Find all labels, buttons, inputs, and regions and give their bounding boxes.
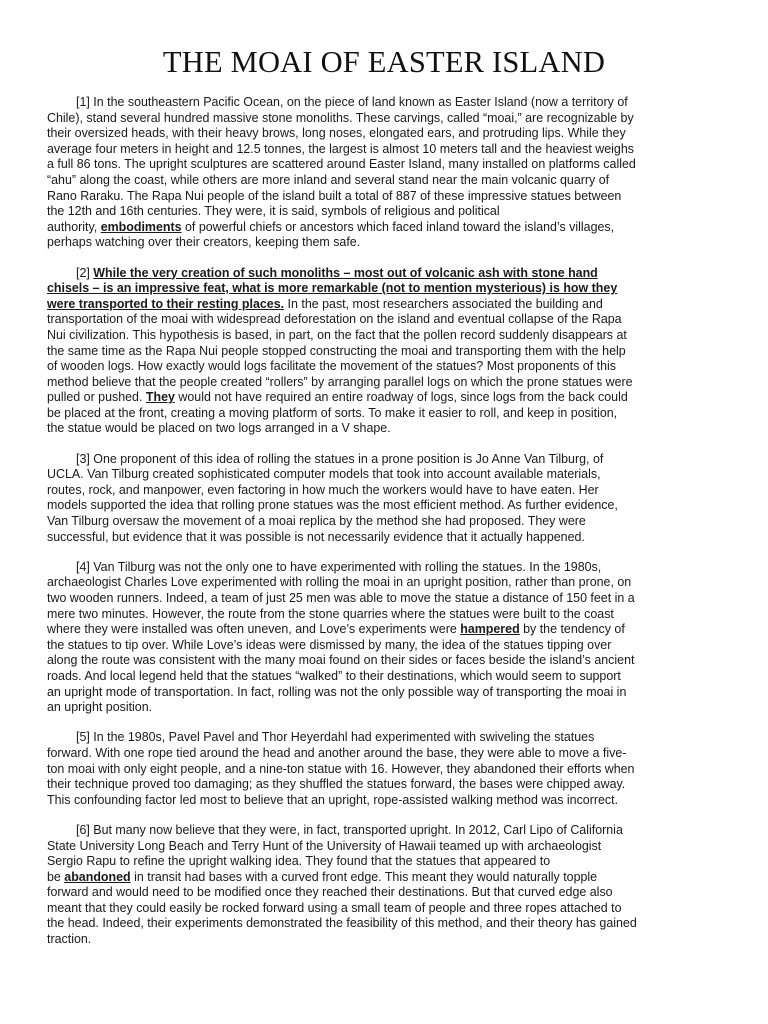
text-segment: [4] Van Tilburg was not the only one to have experimented with rolling the statues. In the 1980s,: [76, 559, 602, 574]
text-line: [47, 359, 732, 375]
text-segment: in transit had bases with a curved front edge. This meant they would naturally topple: [130, 869, 598, 884]
emphasized-phrase: embodiments: [100, 219, 182, 234]
paragraph-2: [47, 266, 732, 438]
text-segment: where they were installed was often uneven, and Love’s experiments were: [47, 622, 461, 637]
text-segment: archaeologist Charles Love experimented with rolling the moai in an upright position, rather than prone, on: [47, 575, 632, 590]
text-line: [47, 157, 732, 173]
text-line: [47, 312, 732, 328]
text-segment: a full 86 tons. The upright sculptures are scattered around Easter Island, many installed on platforms called: [47, 157, 636, 172]
text-line: [47, 854, 732, 870]
emphasized-phrase: hampered: [460, 622, 520, 637]
text-segment: In the past, most researchers associated the building and: [284, 296, 603, 311]
text-segment: of wooden logs. How exactly would logs facilitate the movement of the statues? Most proponents of this: [47, 359, 616, 374]
text-line: [47, 591, 732, 607]
text-segment: method believe that the people created “rollers” by arranging parallel logs on which the prone statues were: [47, 374, 633, 389]
text-segment: forward. With one rope tied around the head and another around the base, they were able to move a five-: [47, 745, 627, 760]
text-line: [47, 406, 732, 422]
text-segment: perhaps watching over their creators, keeping them safe.: [47, 235, 361, 250]
text-segment: of powerful chiefs or ancestors which faced inland toward the island’s villages,: [181, 219, 615, 234]
text-segment: their oversized heads, with their heavy brows, long noses, elongated ears, and protruding lips. While they: [47, 126, 626, 141]
emphasized-phrase: were transported to their resting places.: [47, 296, 285, 311]
text-line: [47, 514, 732, 530]
text-segment: [5] In the 1980s, Pavel Pavel and Thor Heyerdahl had experimented with swiveling the statues: [76, 730, 595, 745]
text-line: [47, 607, 732, 623]
text-line: [47, 575, 732, 591]
text-segment: UCLA. Van Tilburg created sophisticated computer models that took into account available materials,: [47, 467, 601, 482]
paragraph-6: [47, 823, 732, 948]
text-segment: ton moai with only eight people, and a nine-ton statue with 16. However, they abandoned their efforts when: [47, 761, 635, 776]
document-body: [47, 95, 732, 962]
text-line: [47, 142, 732, 158]
text-line: [47, 916, 732, 932]
text-line: [47, 328, 732, 344]
text-line: [47, 901, 732, 917]
text-line: [47, 483, 732, 499]
text-line: [47, 560, 732, 576]
text-segment: their technique proved too damaging; as they shuffled the statues forward, the bases were chipped away.: [47, 777, 626, 792]
text-line: [47, 530, 732, 546]
text-segment: routes, rock, and manpower, even factoring in how much the workers would have to have eaten. Her: [47, 482, 599, 497]
text-segment: Rano Raraku. The Rapa Nui people of the island built a total of 887 of these impressive statues between: [47, 188, 622, 203]
text-segment: “ahu” along the coast, while others are more inland and several stand near the main volcanic quarry of: [47, 172, 610, 187]
text-line: [47, 669, 732, 685]
text-line: [47, 498, 732, 514]
text-segment: the head. Indeed, their experiments demonstrated the feasibility of this method, and their theory has gained: [47, 916, 637, 931]
text-line: [47, 344, 732, 360]
text-line: [47, 111, 732, 127]
text-line: [47, 793, 732, 809]
text-line: [47, 685, 732, 701]
text-line: [47, 762, 732, 778]
text-segment: State University Long Beach and Terry Hunt of the University of Hawaii teamed up with archaeologist: [47, 838, 602, 853]
text-segment: successful, but evidence that it was possible is not necessarily evidence that it actually happened.: [47, 529, 585, 544]
page-title: THE MOAI OF EASTER ISLAND: [162, 45, 606, 79]
paragraph-1: [47, 95, 732, 251]
text-segment: models supported the idea that rolling prone statues was the most efficient method. As further evidence,: [47, 498, 618, 513]
text-segment: authority,: [47, 219, 101, 234]
text-line: [47, 390, 732, 406]
text-line: [47, 173, 732, 189]
text-segment: Sergio Rapu to refine the upright walking idea. They found that the statues that appeared to: [47, 854, 551, 869]
text-segment: be: [47, 869, 65, 884]
text-segment: average four meters in height and 12.5 tonnes, the largest is almost 10 meters tall and the heaviest weighs: [47, 141, 634, 156]
text-segment: be placed at the front, creating a moving platform of sorts. To make it easier to roll, and keep in position,: [47, 405, 618, 420]
text-segment: the statue would be placed on two logs arranged in a V shape.: [47, 421, 391, 436]
text-segment: meant that they could easily be rocked forward using a small team of people and three ropes attached to: [47, 900, 622, 915]
text-segment: mere two minutes. However, the route from the stone quarries where the statues were built to the coast: [47, 606, 614, 621]
text-segment: pulled or pushed.: [47, 390, 146, 405]
text-line: [47, 204, 732, 220]
emphasized-phrase: They: [145, 390, 175, 405]
text-segment: traction.: [47, 932, 92, 947]
text-segment: forward and would need to be modified once they reached their destinations. But that curved edge also: [47, 885, 613, 900]
text-segment: [1] In the southeastern Pacific Ocean, on the piece of land known as Easter Island (now a territory of: [76, 95, 628, 109]
paragraph-4: [47, 560, 732, 716]
text-line: [47, 823, 732, 839]
text-line: [47, 375, 732, 391]
text-segment: an upright mode of transportation. In fact, rolling was not the only possible way of transporting the moai in: [47, 684, 627, 699]
text-segment: Nui civilization. This hypothesis is based, in part, on the fact that the pollen record suddenly disappears at: [47, 327, 627, 342]
text-segment: [2]: [76, 265, 94, 280]
text-line: [47, 452, 732, 468]
text-segment: the statues to tip over. While Love’s ideas were dismissed by many, the idea of the statues tipping over: [47, 637, 612, 652]
text-line: [47, 235, 732, 251]
text-line: [47, 189, 732, 205]
text-segment: would not have required an entire roadway of logs, since logs from the back could: [174, 390, 628, 405]
text-line: [47, 297, 732, 313]
text-line: [47, 281, 732, 297]
text-segment: two wooden runners. Indeed, a team of just 25 men was able to move the statue a distance of 150 feet in a: [47, 591, 635, 605]
text-line: [47, 746, 732, 762]
text-segment: roads. And local legend held that the statues “walked” to their destinations, which would seem to support: [47, 668, 621, 683]
text-segment: Chile), stand several hundred massive stone monoliths. These carvings, called “moai,” are recognizable by: [47, 110, 634, 125]
text-segment: along the route was consistent with the many moai found on their sides or faces beside the island’s ancient: [47, 653, 635, 668]
text-line: [47, 932, 732, 948]
text-line: [47, 638, 732, 654]
text-line: [47, 885, 732, 901]
text-segment: [3] One proponent of this idea of rolling the statues in a prone position is Jo Anne Van Tilburg, of: [76, 451, 604, 466]
text-segment: by the tendency of: [519, 622, 625, 637]
text-line: [47, 220, 732, 236]
paragraph-3: [47, 452, 732, 546]
text-segment: an upright position.: [47, 700, 153, 715]
emphasized-phrase: chisels – is an impressive feat, what is more remarkable (not to mention mysterious) is how they: [47, 281, 618, 296]
text-line: [47, 839, 732, 855]
text-line: [47, 622, 732, 638]
text-segment: the same time as the Rapa Nui people stopped constructing the moai and transporting them with the help: [47, 343, 626, 358]
text-line: [47, 266, 732, 282]
text-segment: transportation of the moai with widespread deforestation on the island and eventual collapse of the Rapa: [47, 312, 622, 327]
emphasized-phrase: While the very creation of such monoliths – most out of volcanic ash with stone hand: [93, 265, 598, 280]
text-line: [47, 126, 732, 142]
text-line: [47, 467, 732, 483]
text-line: [47, 870, 732, 886]
text-line: [47, 730, 732, 746]
text-line: [47, 777, 732, 793]
text-segment: the 12th and 16th centuries. They were, it is said, symbols of religious and political: [47, 204, 500, 219]
text-line: [47, 95, 732, 111]
text-segment: Van Tilburg oversaw the movement of a moai replica by the method she had proposed. They were: [47, 514, 586, 529]
text-line: [47, 421, 732, 437]
text-segment: This confounding factor led most to believe that an upright, rope-assisted walking method was incorrect.: [47, 792, 619, 807]
text-segment: [6] But many now believe that they were, in fact, transported upright. In 2012, Carl Lipo of California: [76, 822, 623, 837]
paragraph-5: [47, 730, 732, 808]
text-line: [47, 653, 732, 669]
emphasized-phrase: abandoned: [64, 869, 131, 884]
text-line: [47, 700, 732, 716]
